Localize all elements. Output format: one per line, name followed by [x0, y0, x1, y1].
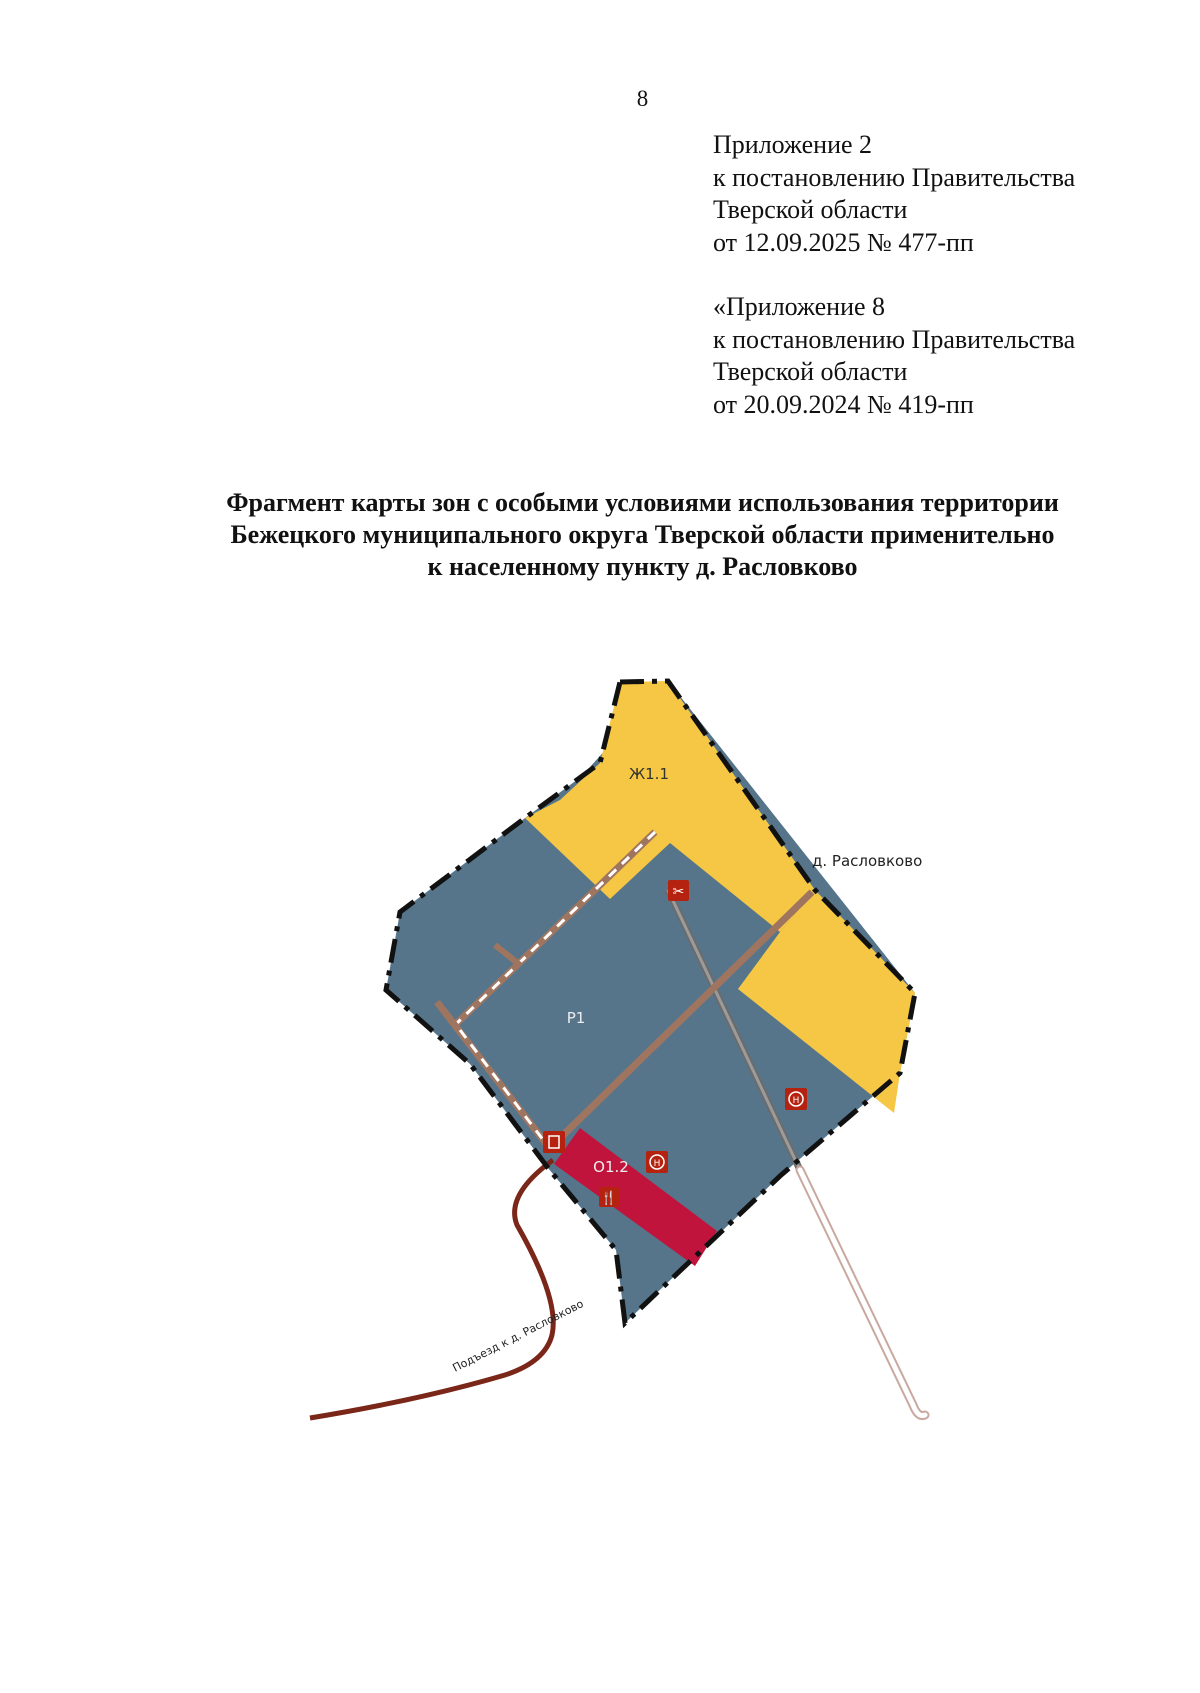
zone-label-recreational: Р1: [566, 1009, 586, 1027]
svg-text:✂: ✂: [672, 884, 685, 900]
svg-text:H: H: [792, 1096, 800, 1106]
svg-text:🍴: 🍴: [600, 1191, 618, 1206]
access-road: [310, 1160, 553, 1418]
appendix-current-line: Приложение 2: [713, 130, 873, 159]
zone-label-public: О1.2: [593, 1158, 629, 1176]
appendix-original-line: к постановлению Правительства: [713, 324, 1076, 354]
map-title-line: к населенному пункту д. Расловково: [427, 552, 858, 581]
appendix-current-line: от 12.09.2025 № 477-пп: [713, 227, 974, 257]
appendix-current-line: Тверской области: [713, 195, 908, 224]
hospital-icon: [785, 1088, 807, 1110]
map-title-line: Бежецкого муниципального округа Тверской области применительно: [230, 520, 1055, 549]
settlement-label: д. Расловково: [812, 852, 923, 870]
hospital-icon: [646, 1151, 668, 1173]
restaurant-icon: [599, 1187, 619, 1207]
map-title-line: Фрагмент карты зон с особыми условиями использования территории: [226, 488, 1059, 517]
appendix-current-line: к постановлению Правительства: [713, 162, 1076, 192]
appendix-original-line: от 20.09.2024 № 419-пп: [713, 389, 974, 419]
page-number: 8: [636, 86, 649, 111]
appendix-original-line: Тверской области: [713, 357, 908, 386]
scissors-icon: [668, 880, 689, 901]
appendix-original-line: «Приложение 8: [713, 292, 886, 321]
zone-label-residential: Ж1.1: [628, 765, 670, 783]
svg-text:H: H: [653, 1159, 661, 1169]
shop-icon: [543, 1131, 565, 1153]
road-label: Подъезд к д. Расловково: [450, 1297, 586, 1375]
